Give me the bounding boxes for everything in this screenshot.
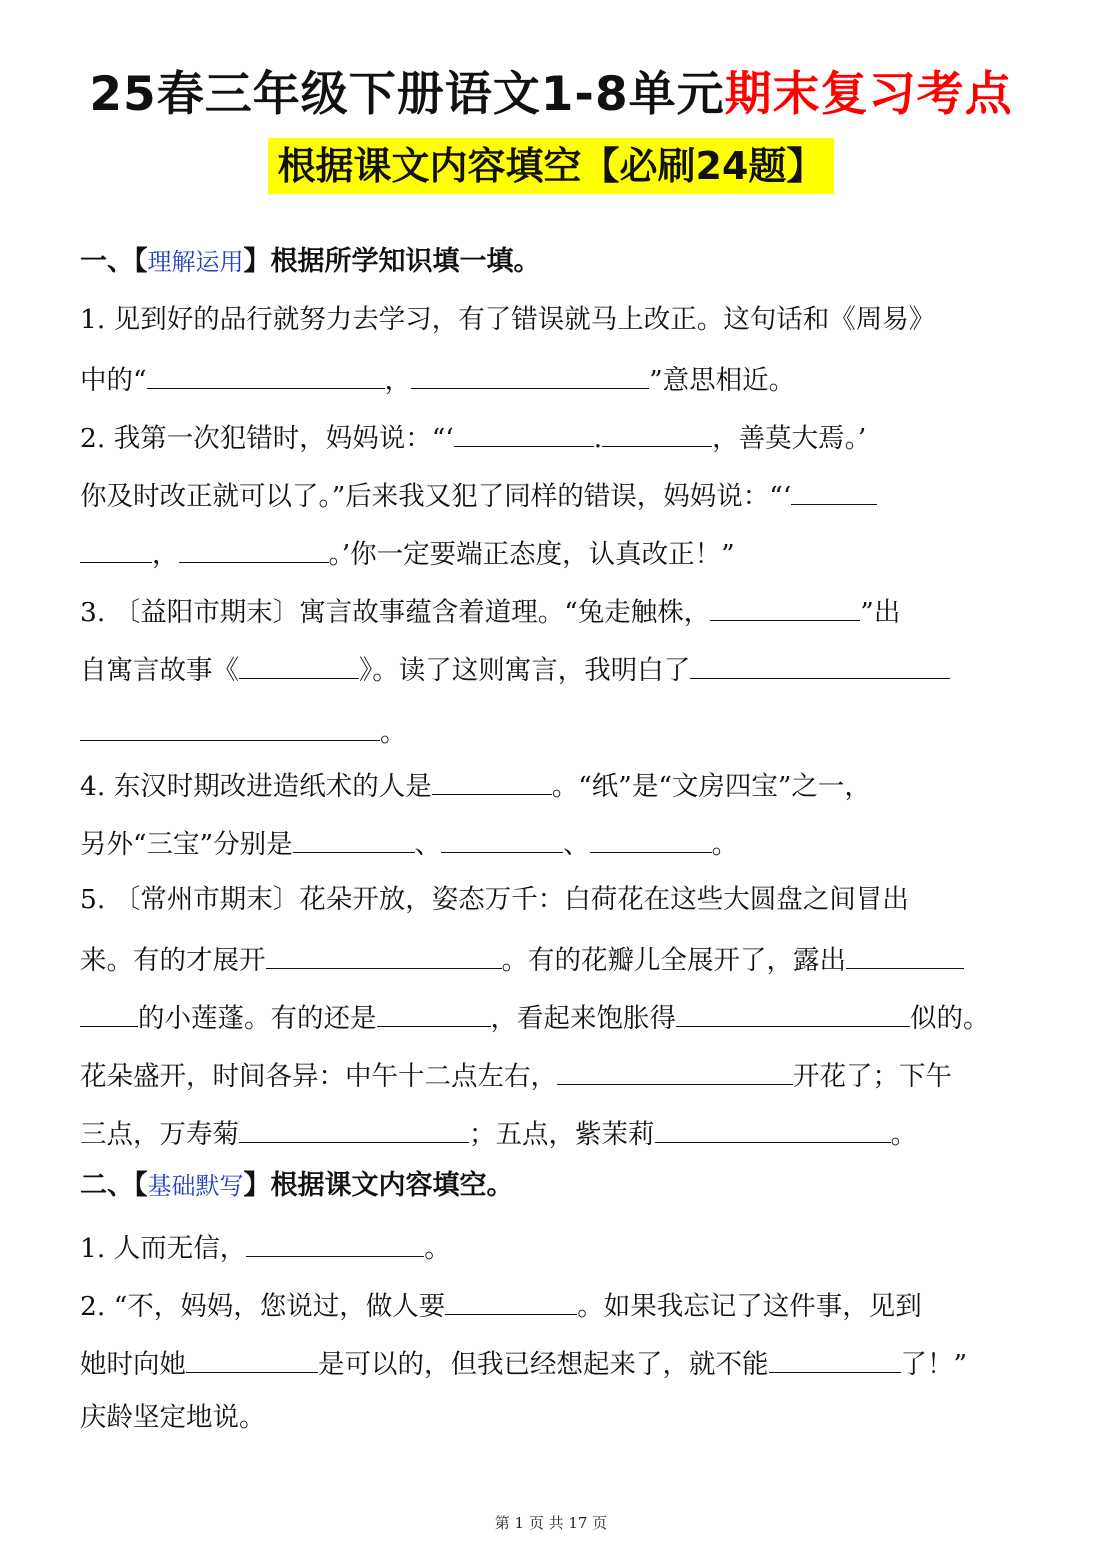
s2q2-text-1a: 2. “不，妈妈，您说过，做人要 — [80, 1291, 446, 1322]
q1-text-2a: 中的“ — [80, 365, 147, 396]
title-red: 期末复习考点 — [724, 67, 1013, 122]
q1-text-2b: ， — [384, 365, 412, 396]
s2q1-text-b: 。 — [424, 1233, 451, 1264]
page-subtitle: 根据课文内容填空【必刷24题】 — [268, 138, 835, 194]
q4-line-1 — [80, 766, 1030, 805]
q2-line-2 — [80, 476, 1030, 515]
q2-text-3a: ， — [152, 539, 179, 570]
q2-text-3b: 。’你一定要端正态度，认真改正！” — [328, 539, 735, 570]
section-2-rbracket: 】 — [243, 1170, 271, 1201]
s2q2-line-2 — [80, 1344, 1030, 1383]
q5-line-2 — [80, 940, 1030, 979]
q3-text-1b: ”出 — [860, 597, 901, 628]
s2q2-blank-2[interactable] — [186, 1344, 318, 1373]
section-2-tag: 基础默写 — [147, 1172, 244, 1200]
q2-text-1b: . — [593, 423, 603, 454]
section-1-rbracket: 】 — [243, 246, 271, 277]
q1-line-2 — [80, 360, 1030, 399]
q2-blank-3a[interactable] — [791, 476, 877, 505]
section-2-instruction: 根据课文内容填空。 — [270, 1170, 514, 1201]
s2q2-line-3 — [80, 1400, 1030, 1436]
q3-text-2b: 》。读了这则寓言，我明白了 — [359, 655, 691, 686]
q3-text-1a: 3. 〔益阳市期末〕寓言故事蕴含着道理。“兔走触株， — [80, 597, 711, 628]
q1-line-1 — [80, 302, 1030, 338]
q3-line-3 — [80, 712, 1030, 751]
s2q2-text-3: 庆龄坚定地说。 — [80, 1402, 266, 1433]
q4-blank-4[interactable] — [590, 824, 712, 853]
s2q2-blank-3[interactable] — [769, 1344, 901, 1373]
q2-line-1 — [80, 418, 1030, 457]
q5-blank-5[interactable] — [557, 1056, 793, 1085]
q4-line-2 — [80, 824, 1030, 863]
s2q1-line — [80, 1228, 1030, 1267]
q4-text-1b: 。“纸”是“文房四宝”之一， — [551, 771, 871, 802]
q2-line-3 — [80, 534, 1030, 573]
section-1-lbracket: 【 — [134, 246, 148, 277]
q5-blank-7[interactable] — [655, 1114, 891, 1143]
s2q2-text-2c: 了！” — [900, 1349, 968, 1380]
q2-text-1c: ，善莫大焉。’ — [712, 423, 867, 454]
q5-text-5c: 。 — [890, 1119, 917, 1150]
s2q2-line-1 — [80, 1286, 1030, 1325]
q5-blank-4[interactable] — [676, 998, 910, 1027]
q4-blank-3[interactable] — [441, 824, 563, 853]
q5-text-3b: ，看起来饱胀得 — [490, 1003, 676, 1034]
s2q2-text-1b: 。如果我忘记了这件事，见到 — [577, 1291, 922, 1322]
q5-text-5a: 三点，万寿菊 — [80, 1119, 239, 1150]
q5-line-1 — [80, 882, 1030, 918]
s2q2-text-2a: 她时向她 — [80, 1349, 186, 1380]
q5-text-2b: 。有的花瓣儿全展开了，露出 — [501, 945, 846, 976]
s2q2-text-2b: 是可以的，但我已经想起来了，就不能 — [318, 1349, 769, 1380]
q1-blank-1[interactable] — [147, 360, 385, 389]
subtitle-wrap — [0, 138, 1102, 194]
q4-text-2c: 、 — [563, 829, 590, 860]
q2-text-1a: 2. 我第一次犯错时，妈妈说：“‘ — [80, 423, 454, 454]
q5-blank-2b[interactable] — [80, 998, 138, 1027]
q3-blank-3b[interactable] — [80, 712, 380, 741]
q2-blank-4[interactable] — [179, 534, 329, 563]
section-2-number: 二、 — [80, 1170, 134, 1201]
q1-text-2c: ”意思相近。 — [649, 365, 796, 396]
q5-text-3a: 的小莲蓬。有的还是 — [138, 1003, 377, 1034]
q4-text-2b: 、 — [414, 829, 442, 860]
q5-text-4b: 开花了；下午 — [793, 1061, 952, 1092]
q3-line-2 — [80, 650, 1030, 689]
q5-text-2a: 来。有的才展开 — [80, 945, 266, 976]
q2-blank-2[interactable] — [602, 418, 712, 447]
q2-blank-1[interactable] — [454, 418, 594, 447]
section-2-lbracket: 【 — [134, 1170, 148, 1201]
q3-text-2a: 自寓言故事《 — [80, 655, 239, 686]
q3-line-1 — [80, 592, 1030, 631]
q5-text-1: 5. 〔常州市期末〕花朵开放，姿态万千：白荷花在这些大圆盘之间冒出 — [80, 884, 909, 915]
q2-text-2: 你及时改正就可以了。”后来我又犯了同样的错误，妈妈说：“‘ — [80, 481, 792, 512]
title-black: 25春三年级下册语文1-8单元 — [89, 67, 725, 122]
section-2-heading — [80, 1168, 1030, 1204]
q4-text-2a: 另外“三宝”分别是 — [80, 829, 293, 860]
q5-blank-3[interactable] — [377, 998, 491, 1027]
q1-blank-2[interactable] — [411, 360, 649, 389]
q5-line-3 — [80, 998, 1030, 1037]
page-title — [0, 62, 1102, 128]
q5-text-4a: 花朵盛开，时间各异：中午十二点左右， — [80, 1061, 557, 1092]
q5-blank-1[interactable] — [266, 940, 502, 969]
page-footer: 第 1 页 共 17 页 — [494, 1514, 608, 1532]
section-1-tag: 理解运用 — [147, 248, 244, 276]
q5-line-5 — [80, 1114, 1030, 1153]
s2q1-text-a: 1. 人而无信， — [80, 1233, 247, 1264]
q4-text-2d: 。 — [711, 829, 739, 860]
q5-blank-2a[interactable] — [846, 940, 964, 969]
s2q2-blank-1[interactable] — [445, 1286, 577, 1315]
q2-blank-3b[interactable] — [80, 534, 152, 563]
section-1-heading — [80, 244, 1030, 280]
section-1-instruction: 根据所学知识填一填。 — [270, 246, 541, 277]
q3-blank-2[interactable] — [239, 650, 359, 679]
q5-blank-6[interactable] — [239, 1114, 469, 1143]
q3-text-3: 。 — [380, 717, 407, 748]
q1-text-1: 1. 见到好的品行就努力去学习，有了错误就马上改正。这句话和《周易》 — [80, 304, 936, 335]
q4-text-1a: 4. 东汉时期改进造纸术的人是 — [80, 771, 432, 802]
q5-line-4 — [80, 1056, 1030, 1095]
q3-blank-3a[interactable] — [690, 650, 950, 679]
section-1-number: 一、 — [80, 246, 134, 277]
q4-blank-2[interactable] — [293, 824, 415, 853]
q4-blank-1[interactable] — [432, 766, 552, 795]
q5-text-3c: 似的。 — [910, 1003, 990, 1034]
s2q1-blank-1[interactable] — [246, 1228, 424, 1257]
q5-text-5b: ；五点，紫茉莉 — [469, 1119, 655, 1150]
q3-blank-1[interactable] — [710, 592, 860, 621]
